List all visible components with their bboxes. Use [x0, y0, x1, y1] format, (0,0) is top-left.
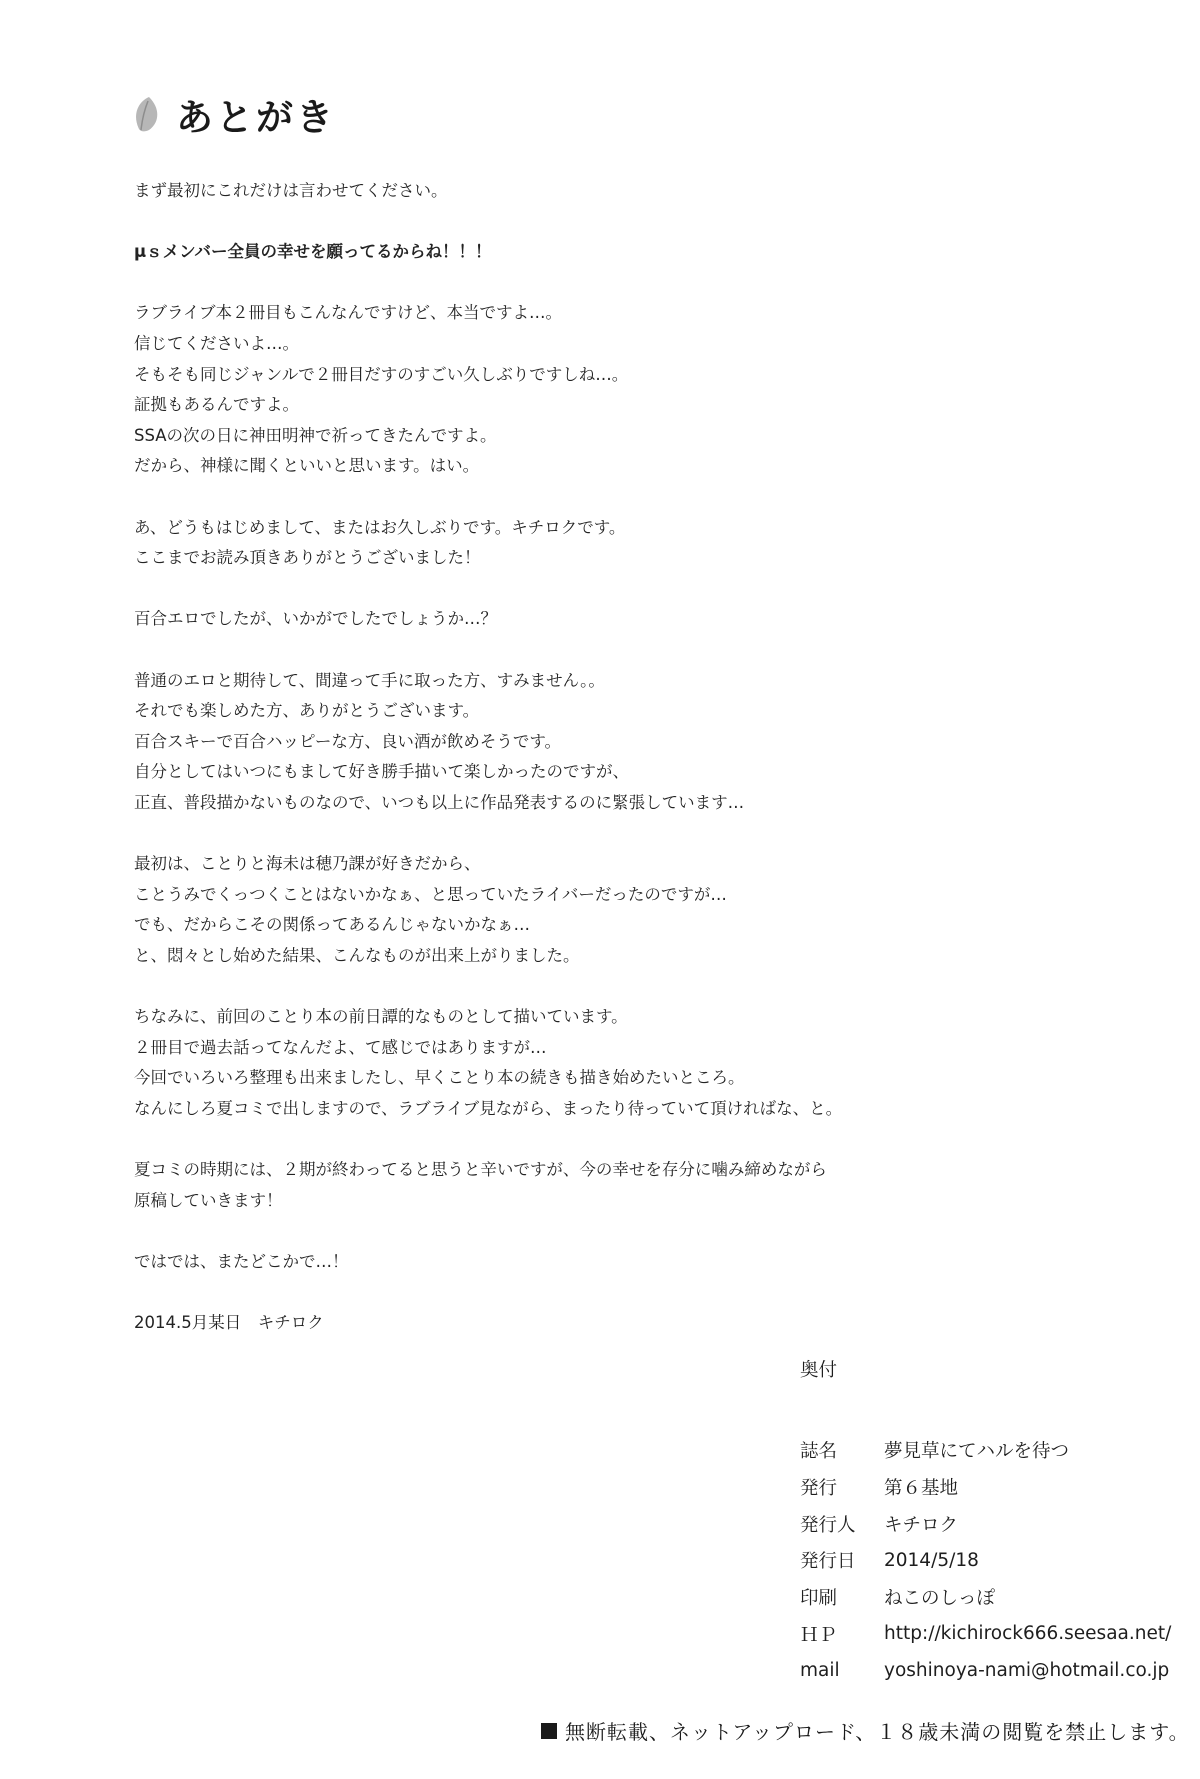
- text-line: と、悶々とし始めた結果、こんなものが出来上がりました。: [134, 945, 580, 965]
- colophon-value: 第６基地: [884, 1478, 959, 1500]
- colophon-value: 2014/5/18: [884, 1549, 979, 1571]
- paragraph: [134, 604, 1134, 635]
- notice-text: 無断転載、ネットアップロード、１８歳未満の閲覧を禁止します。: [565, 1720, 1190, 1744]
- colophon: [800, 1356, 1180, 1689]
- text-line: 夏コミの時期には、２期が終わってると思うと辛いですが、今の幸せを存分に噛み締めながら: [134, 1160, 827, 1179]
- text-line: そもそも同じジャンルで２冊目だすのすごい久しぶりですしね…。: [134, 364, 629, 384]
- text-line: ちなみに、前回のことり本の前日譚的なものとして描いています。: [134, 1007, 628, 1027]
- colophon-row: [800, 1432, 1180, 1469]
- paragraph: [134, 849, 1134, 971]
- paragraph: [134, 1247, 1134, 1278]
- colophon-key: 発行: [800, 1478, 838, 1500]
- paragraph: [134, 666, 1134, 819]
- text-line: ラブライブ本２冊目もこんなんですけど、本当ですよ…。: [134, 303, 563, 323]
- colophon-row: [800, 1652, 1180, 1689]
- text-line: まず最初にこれだけは言わせてください。: [134, 181, 448, 200]
- leaf-icon: [132, 95, 162, 133]
- paragraph: [134, 513, 1134, 574]
- square-bullet-icon: [541, 1723, 557, 1739]
- text-line: 証拠もあるんですよ。: [134, 395, 299, 415]
- text-line: 正直、普段描かないものなので、いつも以上に作品発表するのに緊張しています…: [134, 792, 745, 812]
- prohibition-notice: [541, 1716, 1190, 1745]
- colophon-value: ねこのしっぽ: [884, 1588, 996, 1610]
- text-line: SSAの次の日に神田明神で祈ってきたんですよ。: [134, 425, 497, 445]
- text-line: 普通のエロと期待して、間違って手に取った方、すみません。。: [134, 670, 605, 690]
- text-line: それでも楽しめた方、ありがとうございます。: [134, 701, 480, 721]
- page-heading: [132, 92, 336, 139]
- text-line: 百合エロでしたが、いかがでしたでしょうか…？: [134, 609, 497, 629]
- text-line: ではでは、またどこかで…！: [134, 1251, 349, 1271]
- text-line: ここまでお読み頂きありがとうございました！: [134, 548, 481, 568]
- paragraph: [134, 1155, 1134, 1216]
- paragraph: [134, 1002, 1134, 1124]
- text-line: 自分としてはいつにもまして好き勝手描いて楽しかったのですが、: [134, 762, 629, 782]
- colophon-table: [800, 1432, 1180, 1689]
- paragraph: [134, 298, 1134, 482]
- colophon-value: キチロク: [884, 1514, 959, 1536]
- colophon-value: 夢見草にてハルを待つ: [884, 1441, 1070, 1463]
- text-line: μｓメンバー全員の幸せを願ってるからね！！！: [134, 242, 492, 262]
- page-title: あとがき: [176, 96, 336, 139]
- colophon-row: [800, 1505, 1180, 1542]
- paragraph: [134, 237, 1134, 268]
- colophon-row: [800, 1469, 1180, 1506]
- text-line: 今回でいろいろ整理も出来ましたし、早くことり本の続きも描き始めたいところ。: [134, 1068, 745, 1088]
- text-line: 原稿していきます！: [134, 1190, 283, 1210]
- text-line: ２冊目で過去話ってなんだよ、て感じではありますが…: [134, 1037, 547, 1057]
- afterword-body: [134, 176, 1134, 1339]
- colophon-key: 誌名: [800, 1441, 838, 1463]
- colophon-key: mail: [800, 1659, 840, 1681]
- text-line: 百合スキーで百合ハッピーな方、良い酒が飲めそうです。: [134, 731, 562, 751]
- text-line: でも、だからこその関係ってあるんじゃないかなぁ…: [134, 915, 530, 935]
- colophon-value: http://kichirock666.seesaa.net/: [884, 1623, 1172, 1645]
- colophon-key: 印刷: [800, 1588, 838, 1610]
- text-line: ことうみでくっつくことはないかなぁ、と思っていたライバーだったのですが…: [134, 884, 727, 904]
- colophon-key: 発行日: [800, 1551, 856, 1573]
- signature-line: 2014.5月某日 キチロク: [134, 1312, 324, 1332]
- paragraph: [134, 176, 1134, 207]
- text-line: なんにしろ夏コミで出しますので、ラブライブ見ながら、まったり待っていて頂ければな、と。: [134, 1098, 843, 1118]
- colophon-row: [800, 1615, 1180, 1652]
- colophon-title: 奥付: [800, 1360, 838, 1381]
- colophon-value: yoshinoya-nami@hotmail.co.jp: [884, 1659, 1170, 1681]
- text-line: あ、どうもはじめまして、またはお久しぶりです。キチロクです。: [134, 517, 626, 537]
- text-line: 最初は、ことりと海未は穂乃課が好きだから、: [134, 854, 481, 874]
- text-line: 信じてくださいよ…。: [134, 333, 299, 353]
- colophon-key: 発行人: [800, 1514, 856, 1536]
- colophon-key: ＨＰ: [800, 1624, 838, 1646]
- colophon-row: [800, 1542, 1180, 1579]
- colophon-row: [800, 1579, 1180, 1616]
- text-line: だから、神様に聞くといいと思います。はい。: [134, 456, 480, 476]
